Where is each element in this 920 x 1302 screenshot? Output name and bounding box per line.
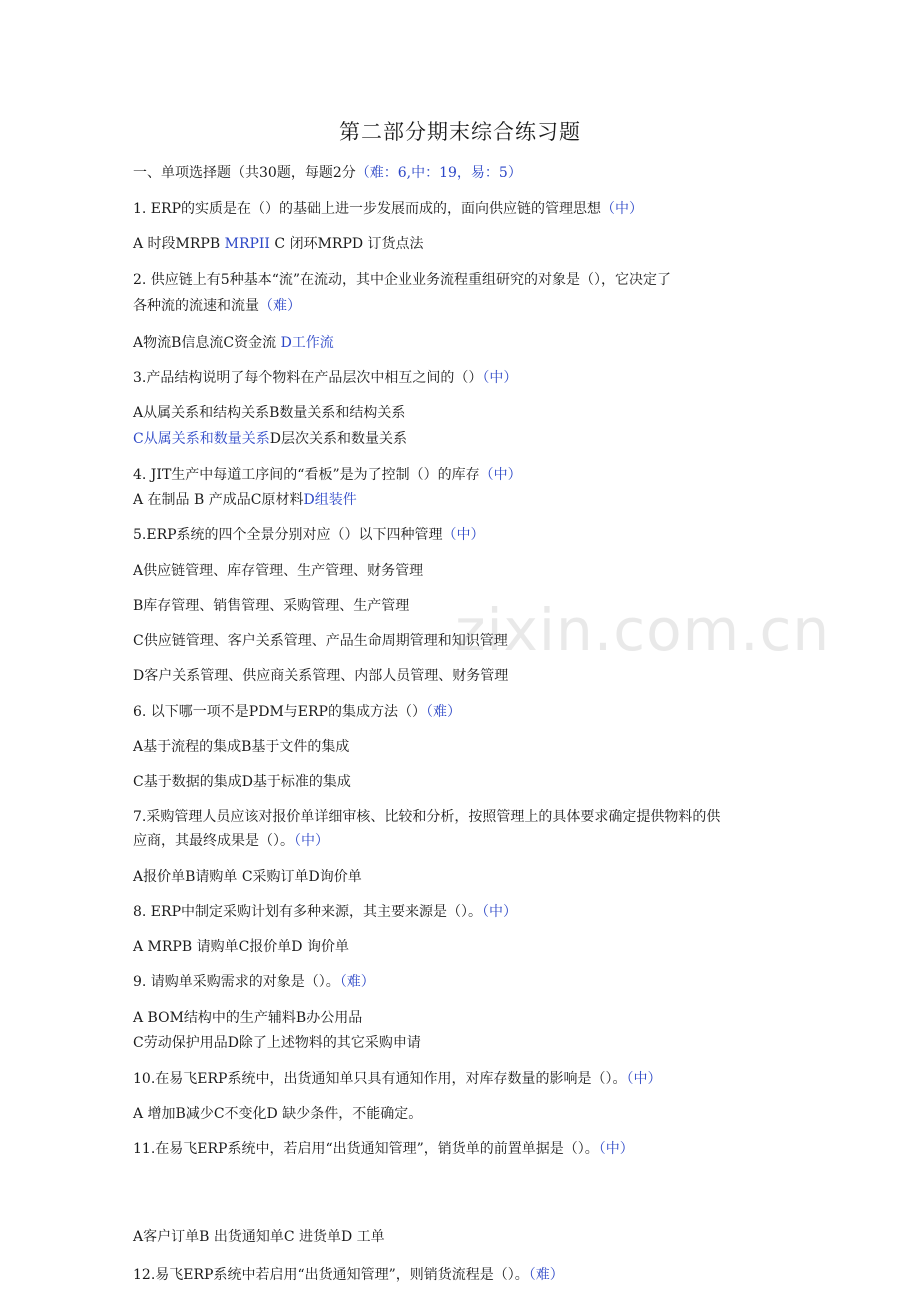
question-3 — [133, 365, 793, 391]
question-6 — [133, 699, 793, 725]
difficulty-tag: （中） — [626, 1071, 662, 1087]
question-7-line-2 — [133, 828, 793, 854]
question-5-option-b: B库存管理、销售管理、采购管理、生产管理 — [133, 598, 410, 614]
section-heading-text: 一、单项选择题（共30题，每题2分 — [133, 165, 356, 181]
question-text: 6. 以下哪一项不是PDM与ERP的集成方法（） — [133, 704, 426, 720]
question-5-option-d: D客户关系管理、供应商关系管理、内部人员管理、财务管理 — [133, 668, 509, 684]
question-6-options-ab: A基于流程的集成B基于文件的集成 — [133, 739, 350, 755]
question-text: 应商，其最终成果是（）。 — [133, 833, 294, 849]
difficulty-tag: （中） — [482, 370, 518, 386]
question-5 — [133, 522, 793, 548]
question-text: 8. ERP中制定采购计划有多种来源，其主要来源是（）。 — [133, 904, 482, 920]
difficulty-tag: （中） — [598, 1141, 634, 1157]
difficulty-tag: （难） — [528, 1267, 564, 1283]
question-9-options-cd: C劳动保护用品D除了上述物料的其它采购申请 — [133, 1035, 421, 1051]
difficulty-tag: （中） — [442, 527, 485, 543]
option-text: C 闭环MRPD 订货点法 — [269, 236, 424, 252]
watermark: zixin.com.cn — [455, 596, 831, 664]
question-text: 3.产品结构说明了每个物料在产品层次中相互之间的（） — [133, 370, 483, 386]
question-7-options: A报价单B请购单 C采购订单D询价单 — [133, 869, 362, 885]
question-11 — [133, 1136, 793, 1162]
question-text: 5.ERP系统的四个全景分别对应（）以下四种管理 — [133, 527, 443, 543]
question-2-line-1: 2. 供应链上有5种基本“流”在流动，其中企业业务流程重组研究的对象是（），它决定了 — [133, 272, 672, 288]
question-10 — [133, 1066, 793, 1092]
option-text: A 在制品 B 产成品C原材料 — [133, 492, 304, 508]
page-title: 第二部分期末综合练习题 — [339, 120, 581, 144]
difficulty-tag: （中） — [482, 904, 517, 920]
question-text: 12.易飞ERP系统中若启用“出货通知管理”，则销货流程是（）。 — [133, 1267, 529, 1283]
difficulty-tag: （中） — [601, 201, 643, 217]
question-11-options: A客户订单B 出货通知单C 进货单D 工单 — [133, 1229, 385, 1245]
question-2-options — [133, 330, 793, 356]
difficulty-tag: （中） — [479, 467, 522, 483]
option-text: D层次关系和数量关系 — [269, 431, 407, 447]
question-text: 4. JIT生产中每道工序间的“看板”是为了控制（）的库存 — [133, 467, 480, 483]
answer-option: MRPII — [224, 236, 270, 252]
question-1-options — [133, 231, 793, 257]
question-9 — [133, 969, 793, 995]
difficulty-tag: （中） — [294, 833, 329, 849]
option-text: A 时段MRPB — [133, 236, 225, 252]
question-4-options — [133, 487, 793, 513]
question-3-options-line-2 — [133, 426, 793, 452]
question-text: 1. ERP的实质是在（）的基础上进一步发展而成的，面向供应链的管理思想 — [133, 201, 601, 217]
question-2-line-2 — [133, 293, 793, 319]
question-6-options-cd: C基于数据的集成D基于标准的集成 — [133, 774, 351, 790]
question-1 — [133, 196, 793, 222]
question-5-option-c: C供应链管理、客户关系管理、产品生命周期管理和知识管理 — [133, 633, 508, 649]
option-text: A物流B信息流C资金流 — [133, 335, 281, 351]
question-12 — [133, 1262, 793, 1288]
answer-option: C从属关系和数量关系 — [133, 431, 270, 447]
difficulty-tag: （难） — [339, 974, 375, 990]
difficulty-tag: （难：6,中：19，易：5） — [355, 165, 522, 181]
question-text: 9. 请购单采购需求的对象是（）。 — [133, 974, 340, 990]
question-8 — [133, 899, 793, 925]
question-text: 各种流的流速和流量 — [133, 298, 259, 314]
question-9-options-ab: A BOM结构中的生产辅料B办公用品 — [133, 1010, 363, 1026]
answer-option: D组装件 — [303, 492, 357, 508]
question-10-options: A 增加B减少C不变化D 缺少条件，不能确定。 — [133, 1106, 423, 1122]
question-text: 11.在易飞ERP系统中，若启用“出货通知管理”，销货单的前置单据是（）。 — [133, 1141, 599, 1157]
question-5-option-a: A供应链管理、库存管理、生产管理、财务管理 — [133, 563, 424, 579]
question-text: 10.在易飞ERP系统中，出货通知单只具有通知作用，对库存数量的影响是（）。 — [133, 1071, 627, 1087]
section-heading — [133, 160, 793, 186]
question-8-options: A MRPB 请购单C报价单D 询价单 — [133, 939, 349, 955]
question-7-line-1: 7.采购管理人员应该对报价单详细审核、比较和分析，按照管理上的具体要求确定提供物料的供 — [133, 809, 721, 825]
question-3-options-line-1: A从属关系和结构关系B数量关系和结构关系 — [133, 405, 406, 421]
difficulty-tag: （难） — [425, 704, 461, 720]
answer-option: D工作流 — [280, 335, 334, 351]
question-4 — [133, 462, 793, 488]
difficulty-tag: （难） — [259, 298, 301, 314]
